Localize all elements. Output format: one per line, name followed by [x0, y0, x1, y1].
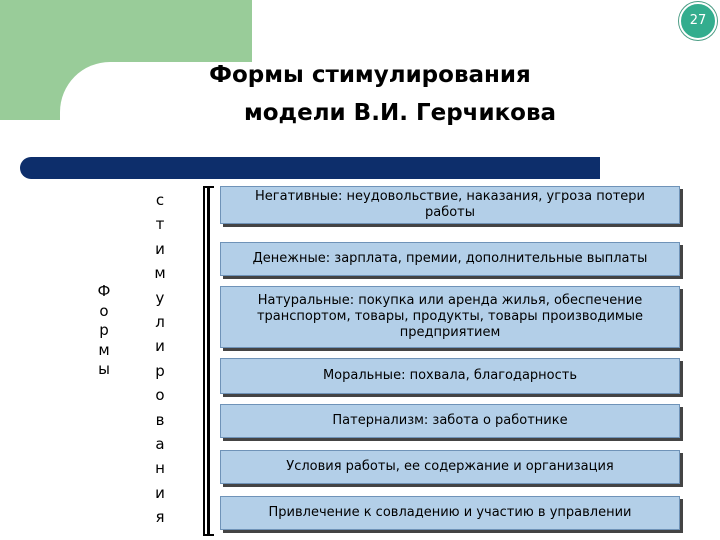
form-box-natural: Натуральные: покупка или аренда жилья, обеспечение транспортом, товары, продукты, товары производимые предприятием	[220, 286, 680, 348]
vertical-letter: а	[155, 435, 165, 454]
form-box-conditions: Условия работы, ее содержание и организация	[220, 450, 680, 484]
navy-divider-bar	[20, 157, 600, 179]
vertical-letter: н	[155, 459, 165, 478]
vertical-letter: и	[155, 483, 165, 502]
vertical-letter: и	[155, 239, 165, 258]
vertical-letter: р	[155, 361, 165, 380]
title-line-1: Формы стимулирования	[209, 62, 531, 88]
vertical-letter: ы	[98, 360, 110, 378]
vertical-letter: Ф	[97, 282, 111, 300]
vertical-letter: с	[155, 191, 165, 209]
slide-number-badge: 27	[679, 2, 717, 40]
form-box-paternalism: Патернализм: забота о работнике	[220, 404, 680, 438]
vertical-letter: л	[155, 313, 165, 332]
vertical-letter: у	[155, 288, 165, 307]
vertical-letter: я	[155, 508, 165, 527]
vertical-letter: в	[155, 410, 165, 429]
vertical-letter: и	[155, 337, 165, 356]
form-box-participation: Привлечение к совладению и участию в управлении	[220, 496, 680, 530]
vertical-label-stimulation	[150, 188, 170, 530]
vertical-letter: о	[155, 386, 165, 405]
grouping-bracket	[203, 186, 214, 536]
form-box-monetary: Денежные: зарплата, премии, дополнительные выплаты	[220, 242, 680, 276]
vertical-letter: т	[155, 215, 165, 234]
title-line-2: модели В.И. Герчикова	[243, 100, 557, 126]
vertical-letter: о	[99, 301, 109, 320]
vertical-letter: р	[99, 321, 109, 339]
form-box-negative: Негативные: неудовольствие, наказания, угроза потери работы	[220, 186, 680, 224]
vertical-letter: м	[154, 264, 166, 283]
vertical-letter: м	[98, 340, 110, 359]
vertical-label-forms	[94, 282, 114, 380]
form-box-moral: Моральные: похвала, благодарность	[220, 358, 680, 394]
